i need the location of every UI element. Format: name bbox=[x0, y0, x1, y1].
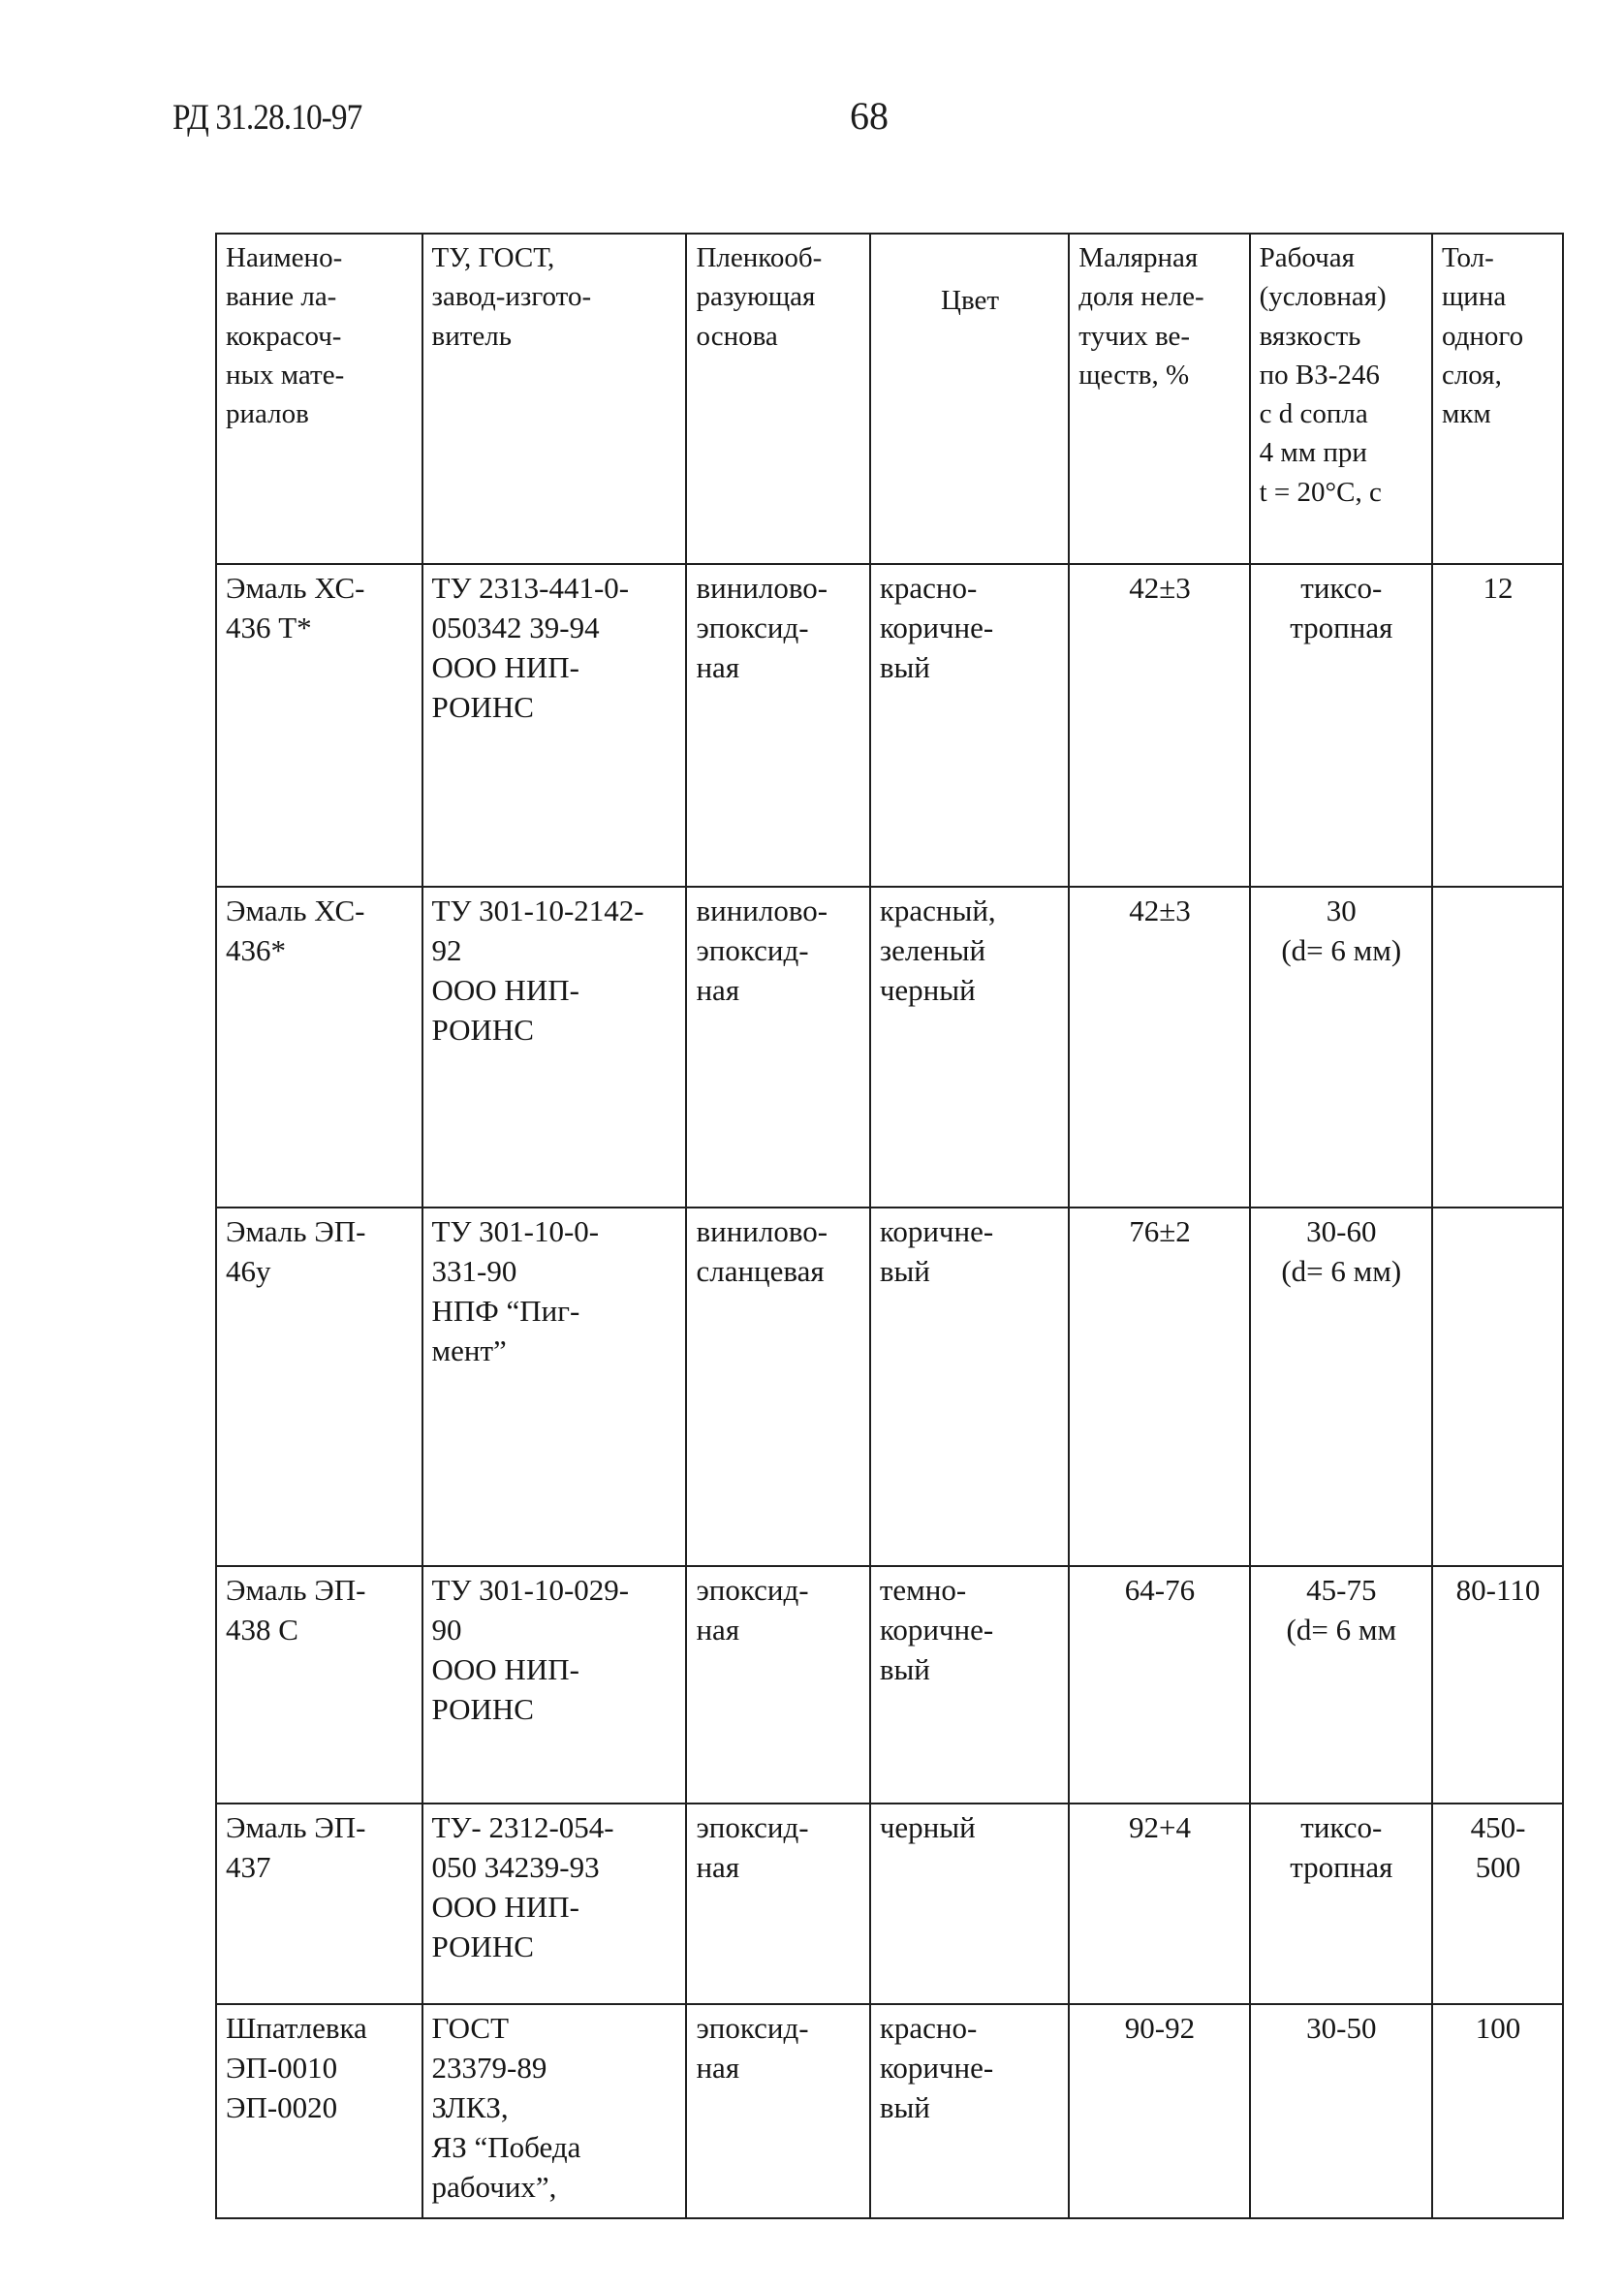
document-code: РД 31.28.10-97 bbox=[172, 98, 362, 138]
cell-layer-thickness: 450- 500 bbox=[1432, 1804, 1563, 2004]
cell-material-name: Эмаль ХС- 436* bbox=[216, 887, 422, 1208]
cell-color: черный bbox=[870, 1804, 1069, 2004]
cell-film-base: эпоксид- ная bbox=[686, 1804, 869, 2004]
column-header-film-base: Пленкооб- разующая основа bbox=[686, 234, 869, 564]
column-header-tu-gost: ТУ, ГОСТ, завод-изгото- витель bbox=[422, 234, 687, 564]
cell-solids-share: 76±2 bbox=[1069, 1208, 1249, 1566]
cell-viscosity: 30-60 (d= 6 мм) bbox=[1250, 1208, 1432, 1566]
cell-viscosity: 30-50 bbox=[1250, 2004, 1432, 2218]
cell-color: коричне- вый bbox=[870, 1208, 1069, 1566]
cell-film-base: винилово- сланцевая bbox=[686, 1208, 869, 1566]
cell-material-name: Эмаль ЭП- 438 С bbox=[216, 1566, 422, 1804]
table-row bbox=[216, 1208, 1563, 1566]
cell-solids-share: 42±3 bbox=[1069, 564, 1249, 887]
cell-material-name: Эмаль ЭП- 46у bbox=[216, 1208, 422, 1566]
table-header-row bbox=[216, 234, 1563, 564]
cell-viscosity: тиксо- тропная bbox=[1250, 1804, 1432, 2004]
table-row bbox=[216, 2004, 1563, 2218]
cell-solids-share: 90-92 bbox=[1069, 2004, 1249, 2218]
page-header bbox=[172, 93, 948, 151]
cell-viscosity: 45-75 (d= 6 мм bbox=[1250, 1566, 1432, 1804]
cell-film-base: эпоксид- ная bbox=[686, 2004, 869, 2218]
cell-solids-share: 42±3 bbox=[1069, 887, 1249, 1208]
column-header-color: Цвет bbox=[870, 234, 1069, 564]
cell-film-base: винилово- эпоксид- ная bbox=[686, 564, 869, 887]
cell-layer-thickness: 12 bbox=[1432, 564, 1563, 887]
cell-layer-thickness bbox=[1432, 1208, 1563, 1566]
table-row bbox=[216, 1804, 1563, 2004]
page-number: 68 bbox=[850, 94, 889, 138]
cell-material-name: Шпатлевка ЭП-0010 ЭП-0020 bbox=[216, 2004, 422, 2218]
cell-viscosity: 30 (d= 6 мм) bbox=[1250, 887, 1432, 1208]
cell-tu-gost: ГОСТ 23379-89 ЗЛКЗ, ЯЗ “Победа рабочих”, bbox=[422, 2004, 687, 2218]
cell-tu-gost: ТУ- 2312-054- 050 34239-93 ООО НИП- РОИНС bbox=[422, 1804, 687, 2004]
cell-color: красно- коричне- вый bbox=[870, 2004, 1069, 2218]
column-header-layer-thickness: Тол- щина одного слоя, мкм bbox=[1432, 234, 1563, 564]
cell-film-base: эпоксид- ная bbox=[686, 1566, 869, 1804]
materials-table-container bbox=[215, 233, 1564, 2217]
column-header-viscosity: Рабочая (условная) вязкость по ВЗ-246 с d сопла 4 мм при t = 20°С, с bbox=[1250, 234, 1432, 564]
cell-viscosity: тиксо- тропная bbox=[1250, 564, 1432, 887]
column-header-solids-share: Малярная доля неле- тучих ве- ществ, % bbox=[1069, 234, 1249, 564]
cell-tu-gost: ТУ 301-10-0- 331-90 НПФ “Пиг- мент” bbox=[422, 1208, 687, 1566]
cell-solids-share: 64-76 bbox=[1069, 1566, 1249, 1804]
cell-material-name: Эмаль ЭП- 437 bbox=[216, 1804, 422, 2004]
cell-color: красный, зеленый черный bbox=[870, 887, 1069, 1208]
cell-solids-share: 92+4 bbox=[1069, 1804, 1249, 2004]
table-row bbox=[216, 564, 1563, 887]
cell-tu-gost: ТУ 301-10-2142- 92 ООО НИП- РОИНС bbox=[422, 887, 687, 1208]
materials-table bbox=[215, 233, 1564, 2219]
cell-color: красно- коричне- вый bbox=[870, 564, 1069, 887]
table-row bbox=[216, 887, 1563, 1208]
cell-layer-thickness bbox=[1432, 887, 1563, 1208]
cell-layer-thickness: 80-110 bbox=[1432, 1566, 1563, 1804]
cell-material-name: Эмаль ХС- 436 Т* bbox=[216, 564, 422, 887]
cell-tu-gost: ТУ 301-10-029- 90 ООО НИП- РОИНС bbox=[422, 1566, 687, 1804]
cell-color: темно- коричне- вый bbox=[870, 1566, 1069, 1804]
cell-tu-gost: ТУ 2313-441-0- 050342 39-94 ООО НИП- РОИНС bbox=[422, 564, 687, 887]
cell-film-base: винилово- эпоксид- ная bbox=[686, 887, 869, 1208]
table-row bbox=[216, 1566, 1563, 1804]
column-header-name: Наимено- вание ла- кокрасоч- ных мате- риалов bbox=[216, 234, 422, 564]
cell-layer-thickness: 100 bbox=[1432, 2004, 1563, 2218]
